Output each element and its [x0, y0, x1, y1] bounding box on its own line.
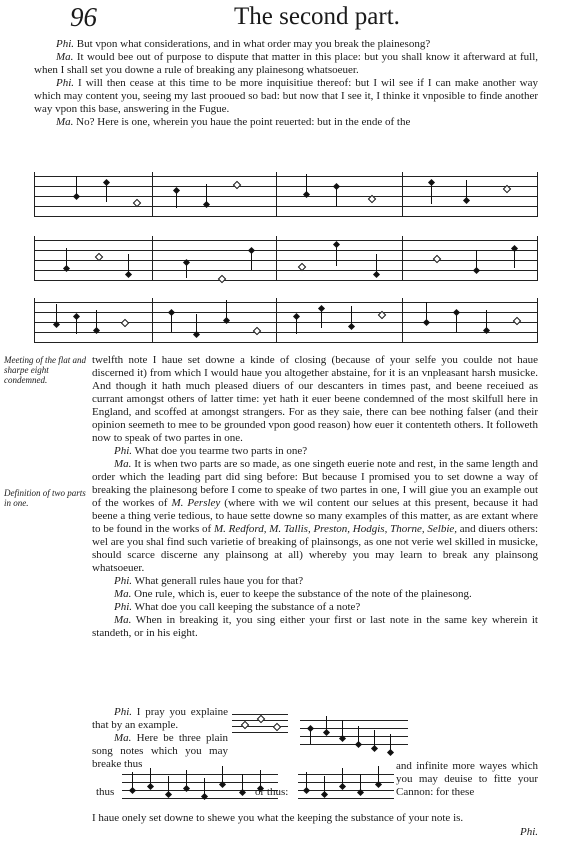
- speaker-label: Phi.: [56, 77, 75, 89]
- catchword-text: Phi.: [519, 826, 538, 838]
- fragment-or-thus: [255, 786, 299, 799]
- paragraph: [92, 588, 538, 601]
- paragraph-text: I will then cease at this time to be more inquisitiue thereof: but I wil see if I can make another way which may content you, seeing my last prooued so bad: but now that I see it, I thinke it vnposible to finde another way vpon this base, answering in the Fugue.: [34, 77, 538, 115]
- paragraph-text: I haue onely set downe to shewe you what the keeping the substance of your note is.: [92, 812, 464, 824]
- paragraph-text: What doe you tearme two parts in one?: [134, 445, 308, 457]
- speaker-label: Ma.: [114, 588, 132, 600]
- paragraph-text: (where with we wil content our selues at this present, because it had beene a thing verie tedious, to haue sette downe so many examples of this matter, as are extant where to be found in the works of: [92, 497, 539, 535]
- paragraph-text: It would bee out of purpose to dispute that matter in this place: but you shall know it afterward at full, when I shall set you downe a rule of breaking any plainesong whatsoeuer.: [34, 51, 538, 76]
- composer-names: M. Redford, M. Tallis, Preston, Hodgis, Thorne, Selbie,: [214, 523, 458, 535]
- paragraph-text: twelfth note I haue set downe a kinde of closing (because of your selfe you coulde not haue discerned it) from which I would haue you altogether abstaine, for it is an vnpleasant harsh musicke. And though it hath much pleased diuers of our descanters in times past, and beene receiued as currant amongst others of latter time: yet hath it euer beene condemned of the most skilfull here in England, and scoffed at amongst strangers. For as they saie, there can bee nothing falser (and their opinion seemeth to mee to be grounded vpon good reason) how euer it contenteth others. It followeth now to speak of two partes in one.: [92, 354, 538, 444]
- music-staff-middle: [34, 236, 538, 290]
- composer-name: M. Persley: [171, 497, 221, 509]
- paragraph: [92, 601, 538, 614]
- speaker-label: Phi.: [56, 38, 75, 50]
- paragraph: [92, 575, 538, 588]
- margin-note: Meeting of the flat and sharpe eight condemned.: [4, 355, 86, 385]
- speaker-label: Ma.: [56, 116, 74, 128]
- music-example-right: [300, 716, 408, 760]
- paragraph-text: thus: [96, 786, 115, 798]
- paragraph-text: and infinite more wayes which you may deuise to fitte your Cannon: for these: [396, 760, 538, 798]
- paragraph: [34, 116, 538, 129]
- paragraph: [92, 458, 538, 575]
- last-line: [92, 812, 538, 825]
- opening-dialogue: [34, 38, 538, 129]
- catchword: [508, 826, 538, 839]
- fragment-infinite: [396, 760, 538, 799]
- speaker-label: Phi.: [114, 601, 133, 613]
- music-example-plainsong: [232, 710, 288, 740]
- speaker-label: Phi.: [114, 706, 133, 718]
- music-example-middle: [298, 764, 394, 808]
- paragraph-text: No? Here is one, wherein you haue the point reuerted: but in the ende of the: [76, 116, 411, 128]
- music-staff-upper: [34, 172, 538, 226]
- page-number: 96: [70, 2, 97, 32]
- speaker-label: Phi.: [114, 575, 133, 587]
- paragraph: [92, 614, 538, 640]
- speaker-label: Phi.: [114, 445, 133, 457]
- speaker-label: Ma.: [114, 614, 132, 626]
- paragraph-text: It is when two parts are so made, as one singeth euerie note and rest, in the same length and order which the leading part did sing before: But because I promised you to set downe a way of breaking the plainesong before I come to speake of two partes in one, I will giue you an example out of the workes of: [92, 458, 538, 509]
- running-title: The second part.: [234, 3, 400, 30]
- paragraph-text: Here be three plain song notes which you may breake thus: [92, 732, 229, 770]
- music-staff-lower: [34, 298, 538, 352]
- paragraph-text: or thus:: [255, 786, 289, 798]
- page-header: [70, 2, 540, 32]
- margin-note: Definition of two parts in one.: [4, 488, 86, 508]
- main-text: [92, 354, 538, 640]
- paragraph: [34, 51, 538, 77]
- paragraph: [92, 706, 228, 732]
- paragraph: [34, 77, 538, 116]
- paragraph-text: I pray you explaine that by an example.: [92, 706, 228, 731]
- paragraph: [34, 38, 538, 51]
- paragraph-text: But vpon what considerations, and in what order may you break the plainesong?: [76, 38, 431, 50]
- paragraph-text: When in breaking it, you sing either your first or last note in the same key wherein it standeth, or in his eight.: [92, 614, 538, 639]
- paragraph-text: and diuers others: wel are you shal find such varietie of breaking of plainsongs, as one not verie wel skilled in musicke, should scarce discerne any plainsong at all) whereby you may learn to break any plainsong whatsoeuer.: [92, 523, 539, 574]
- paragraph-text: One rule, which is, euer to keepe the substance of the note of the plainesong.: [134, 588, 472, 600]
- speaker-label: Ma.: [114, 458, 132, 470]
- fragment-thus: [96, 786, 122, 799]
- speaker-label: Ma.: [56, 51, 74, 63]
- speaker-label: Ma.: [114, 732, 132, 744]
- paragraph-text: What generall rules haue you for that?: [134, 575, 304, 587]
- paragraph: [92, 354, 538, 445]
- paragraph-text: What doe you call keeping the substance of a note?: [134, 601, 361, 613]
- paragraph: [92, 445, 538, 458]
- example-request: [92, 706, 228, 771]
